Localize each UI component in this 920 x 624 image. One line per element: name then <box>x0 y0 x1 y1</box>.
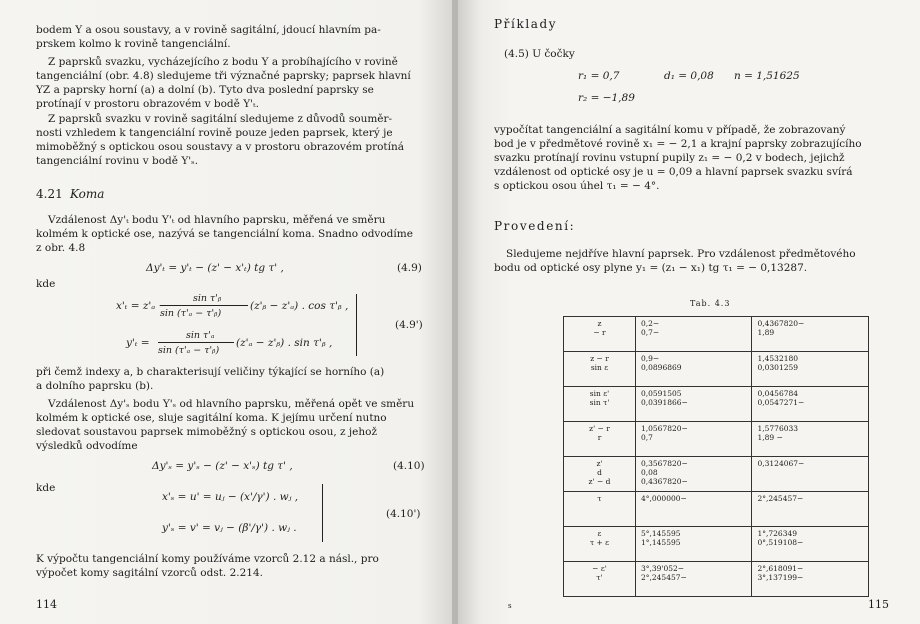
table-cell-col2 <box>752 422 869 457</box>
cell-line: 2°,245457− <box>640 573 687 582</box>
text-line: při čemž indexy a, b charakterisují veličiny týkající se horního (a) <box>36 366 385 378</box>
cell-line: 0,0301259 <box>757 363 799 372</box>
equation-number: (4.9) <box>397 262 422 274</box>
equation-4-9p-b-rhs: (z'ₐ − z'ᵦ) . sin τ'ᵦ , <box>236 337 333 349</box>
cell-line: 0,0547271− <box>757 398 805 407</box>
section-number: 4.21 <box>36 187 63 201</box>
table-cell-col2 <box>752 387 869 422</box>
text-line: Vzdálenost Δy'ₛ bodu Y'ₛ od hlavního paprsku, měřená opět ve směru <box>48 398 415 410</box>
cell-line: − ε' <box>592 564 607 573</box>
text-line: mimoběžný s optickou osou soustavy a v prostoru obrazovém protíná <box>36 141 405 153</box>
cell-line: τ + ε <box>589 538 610 547</box>
cell-line: ε <box>597 529 602 538</box>
table-cell-label <box>564 422 636 457</box>
table-cell-col2 <box>752 562 869 597</box>
cell-line: 0,9− <box>640 354 660 363</box>
text-line: Vzdálenost Δy'ₜ bodu Y'ₜ od hlavního paprsku, měřená ve směru <box>48 214 386 226</box>
table-cell-col1 <box>635 562 752 597</box>
cell-line: 0,3567820− <box>640 459 688 468</box>
text-line: Z paprsků svazku, vycházejícího z bodu Y a probíhajícího v rovině <box>48 56 398 68</box>
text-line: nosti vzhledem k tangenciální rovině pouze jeden paprsek, který je <box>36 127 393 139</box>
text-line: výsledků odvodíme <box>36 440 138 452</box>
page-number: 114 <box>36 598 57 611</box>
equation-4-10p-b: y'ₛ = v' = vⱼ − (β'/γ') . wⱼ . <box>162 522 297 534</box>
table-cell-col2 <box>752 527 869 562</box>
param: r₂ = −1,89 <box>578 92 635 104</box>
cell-line: z − r <box>590 354 609 363</box>
text-line: kolmém k optické ose, sluje sagitální koma. K jejímu určení nutno <box>36 412 387 424</box>
fraction-numerator: sin τ'ᵦ <box>193 293 222 304</box>
text-line: tangenciální rovinu v bodě Y'ₛ. <box>36 155 199 167</box>
table-row <box>564 352 869 387</box>
example-label: (4.5) U čočky <box>504 48 575 60</box>
cell-line: 0,0591505 <box>640 389 682 398</box>
cell-line: 1°,145595 <box>640 538 681 547</box>
cell-line: sin τ' <box>589 398 610 407</box>
cell-line: 0,0896869 <box>640 363 682 372</box>
text-line: Sledujeme nejdříve hlavní paprsek. Pro vzdálenost předmětového <box>506 248 856 260</box>
equation-number: (4.10) <box>393 460 425 472</box>
text-line: K výpočtu tangenciální komy používáme vzorců 2.12 a násl., pro <box>36 553 379 565</box>
cell-line: 3°,137199− <box>757 573 804 582</box>
table-cell-label <box>564 457 636 492</box>
footer-mark: s <box>508 602 512 610</box>
section-title: Koma <box>70 187 105 201</box>
fraction-numerator: sin τ'ₐ <box>186 330 215 341</box>
cell-line: − r <box>593 328 606 337</box>
table-row <box>564 387 869 422</box>
cell-line: z' <box>596 459 603 468</box>
heading-priklady: Příklady <box>494 17 558 31</box>
fraction-denominator: sin (τ'ₐ − τ'ᵦ) <box>160 308 222 319</box>
table-row <box>564 422 869 457</box>
cell-line: 0,0391866− <box>640 398 688 407</box>
table-cell-label <box>564 387 636 422</box>
table-row <box>564 457 869 492</box>
cell-line: 5°,145595 <box>640 529 681 538</box>
cell-line: 0°,519108− <box>757 538 804 547</box>
cell-line: 1,89 − <box>757 433 783 442</box>
cell-line: 3°,39'052− <box>640 564 685 573</box>
cell-line: 1,5776033 <box>757 424 799 433</box>
table-caption: Tab. 4.3 <box>690 299 731 308</box>
cell-line: sin ε <box>590 363 609 372</box>
table-cell-col1 <box>635 527 752 562</box>
cell-line: 1,4532180 <box>757 354 799 363</box>
text-line: s optickou osou úhel τ₁ = − 4°. <box>494 180 660 192</box>
heading-provedeni: Provedení: <box>494 219 576 233</box>
table-cell-col2 <box>752 492 869 527</box>
fraction-bar <box>160 305 248 306</box>
cell-line: 1,0567820− <box>640 424 688 433</box>
cell-line: τ' <box>596 573 603 582</box>
text-line: a dolního paprsku (b). <box>36 380 154 392</box>
cell-line: 0,4367820− <box>640 477 688 486</box>
cell-line: 1°,726349 <box>757 529 798 538</box>
param: r₁ = 0,7 <box>578 70 620 82</box>
kde-label: kde <box>36 482 56 494</box>
table-cell-col1 <box>635 422 752 457</box>
table-cell-col2 <box>752 317 869 352</box>
cell-line: r <box>597 433 602 442</box>
table-row <box>564 492 869 527</box>
text-line: sledovat soustavou paprsek mimoběžný s optickou osou, z jehož <box>36 426 377 438</box>
cell-line: 0,7 <box>640 433 653 442</box>
table-row <box>564 527 869 562</box>
text-line: z obr. 4.8 <box>36 242 86 254</box>
table-row <box>564 562 869 597</box>
equation-4-10p-a: x'ₛ = u' = uⱼ − (x'/γ') . wⱼ , <box>162 491 299 503</box>
cell-line: z <box>597 319 602 328</box>
table-cell-col2 <box>752 352 869 387</box>
text-line: protínají v prostoru obrazovém v bodě Y'ₜ. <box>36 98 259 110</box>
param: d₁ = 0,08 <box>664 70 714 82</box>
table-cell-label <box>564 317 636 352</box>
text-line: bod je v předmětové rovině x₁ = − 2,1 a krajní paprsky zobrazujícího <box>494 138 862 150</box>
cell-line: 0,7− <box>640 328 660 337</box>
text-line: svazku protínají rovinu vstupní pupily z₁ = − 0,2 v bodech, jejichž <box>494 152 845 164</box>
text-line: YZ a paprsky horní (a) a dolní (b). Tyto dva poslední paprsky se <box>36 84 374 96</box>
table-cell-label <box>564 352 636 387</box>
cell-line: 1,89 <box>757 328 775 337</box>
cell-line: 0,0456784 <box>757 389 799 398</box>
text-line: bodu od optické osy plyne y₁ = (z₁ − x₁) tg τ₁ = − 0,13287. <box>494 262 808 274</box>
cell-line: z' − r <box>589 424 610 433</box>
cell-line: 2°,245457− <box>757 494 804 503</box>
equation-number: (4.10') <box>386 508 421 520</box>
text-line: vzdálenost od optické osy je u = 0,09 a hlavní paprsek svazku svírá <box>494 166 853 178</box>
right-page <box>458 0 920 624</box>
table-cell-col1 <box>635 352 752 387</box>
cell-line: 0,2− <box>640 319 660 328</box>
table-cell-col1 <box>635 317 752 352</box>
cell-line: sin ε' <box>589 389 610 398</box>
cell-line: 0,4367820− <box>757 319 805 328</box>
param: n = 1,51625 <box>734 70 800 82</box>
equation-number: (4.9') <box>395 319 423 331</box>
text-line: vypočítat tangenciální a sagitální komu v případě, že zobrazovaný <box>494 124 846 136</box>
table-cell-label <box>564 492 636 527</box>
fraction-denominator: sin (τ'ₐ − τ'ᵦ) <box>158 345 220 356</box>
brace <box>322 484 323 542</box>
cell-line: 0,3124067− <box>757 459 805 468</box>
table-cell-col1 <box>635 492 752 527</box>
equation-4-10: Δy'ₛ = y'ₛ − (z' − x'ₛ) tg τ' , <box>152 460 293 472</box>
data-table <box>563 316 869 597</box>
equation-4-9p-a-rhs: (z'ᵦ − z'ₐ) . cos τ'ᵦ , <box>250 300 349 312</box>
page-number: 115 <box>868 598 889 611</box>
equation-4-9: Δy'ₜ = y'ₜ − (z' − x'ₜ) tg τ' , <box>146 262 284 274</box>
cell-line: 4°,000000− <box>640 494 687 503</box>
fraction-bar <box>158 342 234 343</box>
text-line: tangenciální (obr. 4.8) sledujeme tři význačné paprsky; paprsek hlavní <box>36 70 411 82</box>
text-line: kolmém k optické ose, nazývá se tangenciální koma. Snadno odvodíme <box>36 228 413 240</box>
text-line: bodem Y a osou soustavy, a v rovině sagitální, jdoucí hlavním pa- <box>36 24 381 36</box>
cell-line: d <box>597 468 602 477</box>
table-cell-col2 <box>752 457 869 492</box>
table-cell-label <box>564 562 636 597</box>
text-line: výpočet komy sagitální vzorců odst. 2.214. <box>36 567 264 579</box>
brace <box>356 294 357 356</box>
table-cell-col1 <box>635 387 752 422</box>
cell-line: 0,08 <box>640 468 658 477</box>
text-line: prskem kolmo k rovině tangenciální. <box>36 38 231 50</box>
table-row <box>564 317 869 352</box>
cell-line: z' − d <box>588 477 611 486</box>
cell-line: 2°,618091− <box>757 564 804 573</box>
kde-label: kde <box>36 278 56 290</box>
equation-4-9p-b-lhs: y'ₜ = <box>126 337 150 349</box>
equation-4-9p-a-lhs: x'ₜ = z'ₐ − <box>116 300 168 312</box>
table-cell-col1 <box>635 457 752 492</box>
cell-line: τ <box>597 494 602 503</box>
table-cell-label <box>564 527 636 562</box>
text-line: Z paprsků svazku v rovině sagitální sledujeme z důvodů souměr- <box>48 113 393 125</box>
left-page <box>0 0 455 624</box>
